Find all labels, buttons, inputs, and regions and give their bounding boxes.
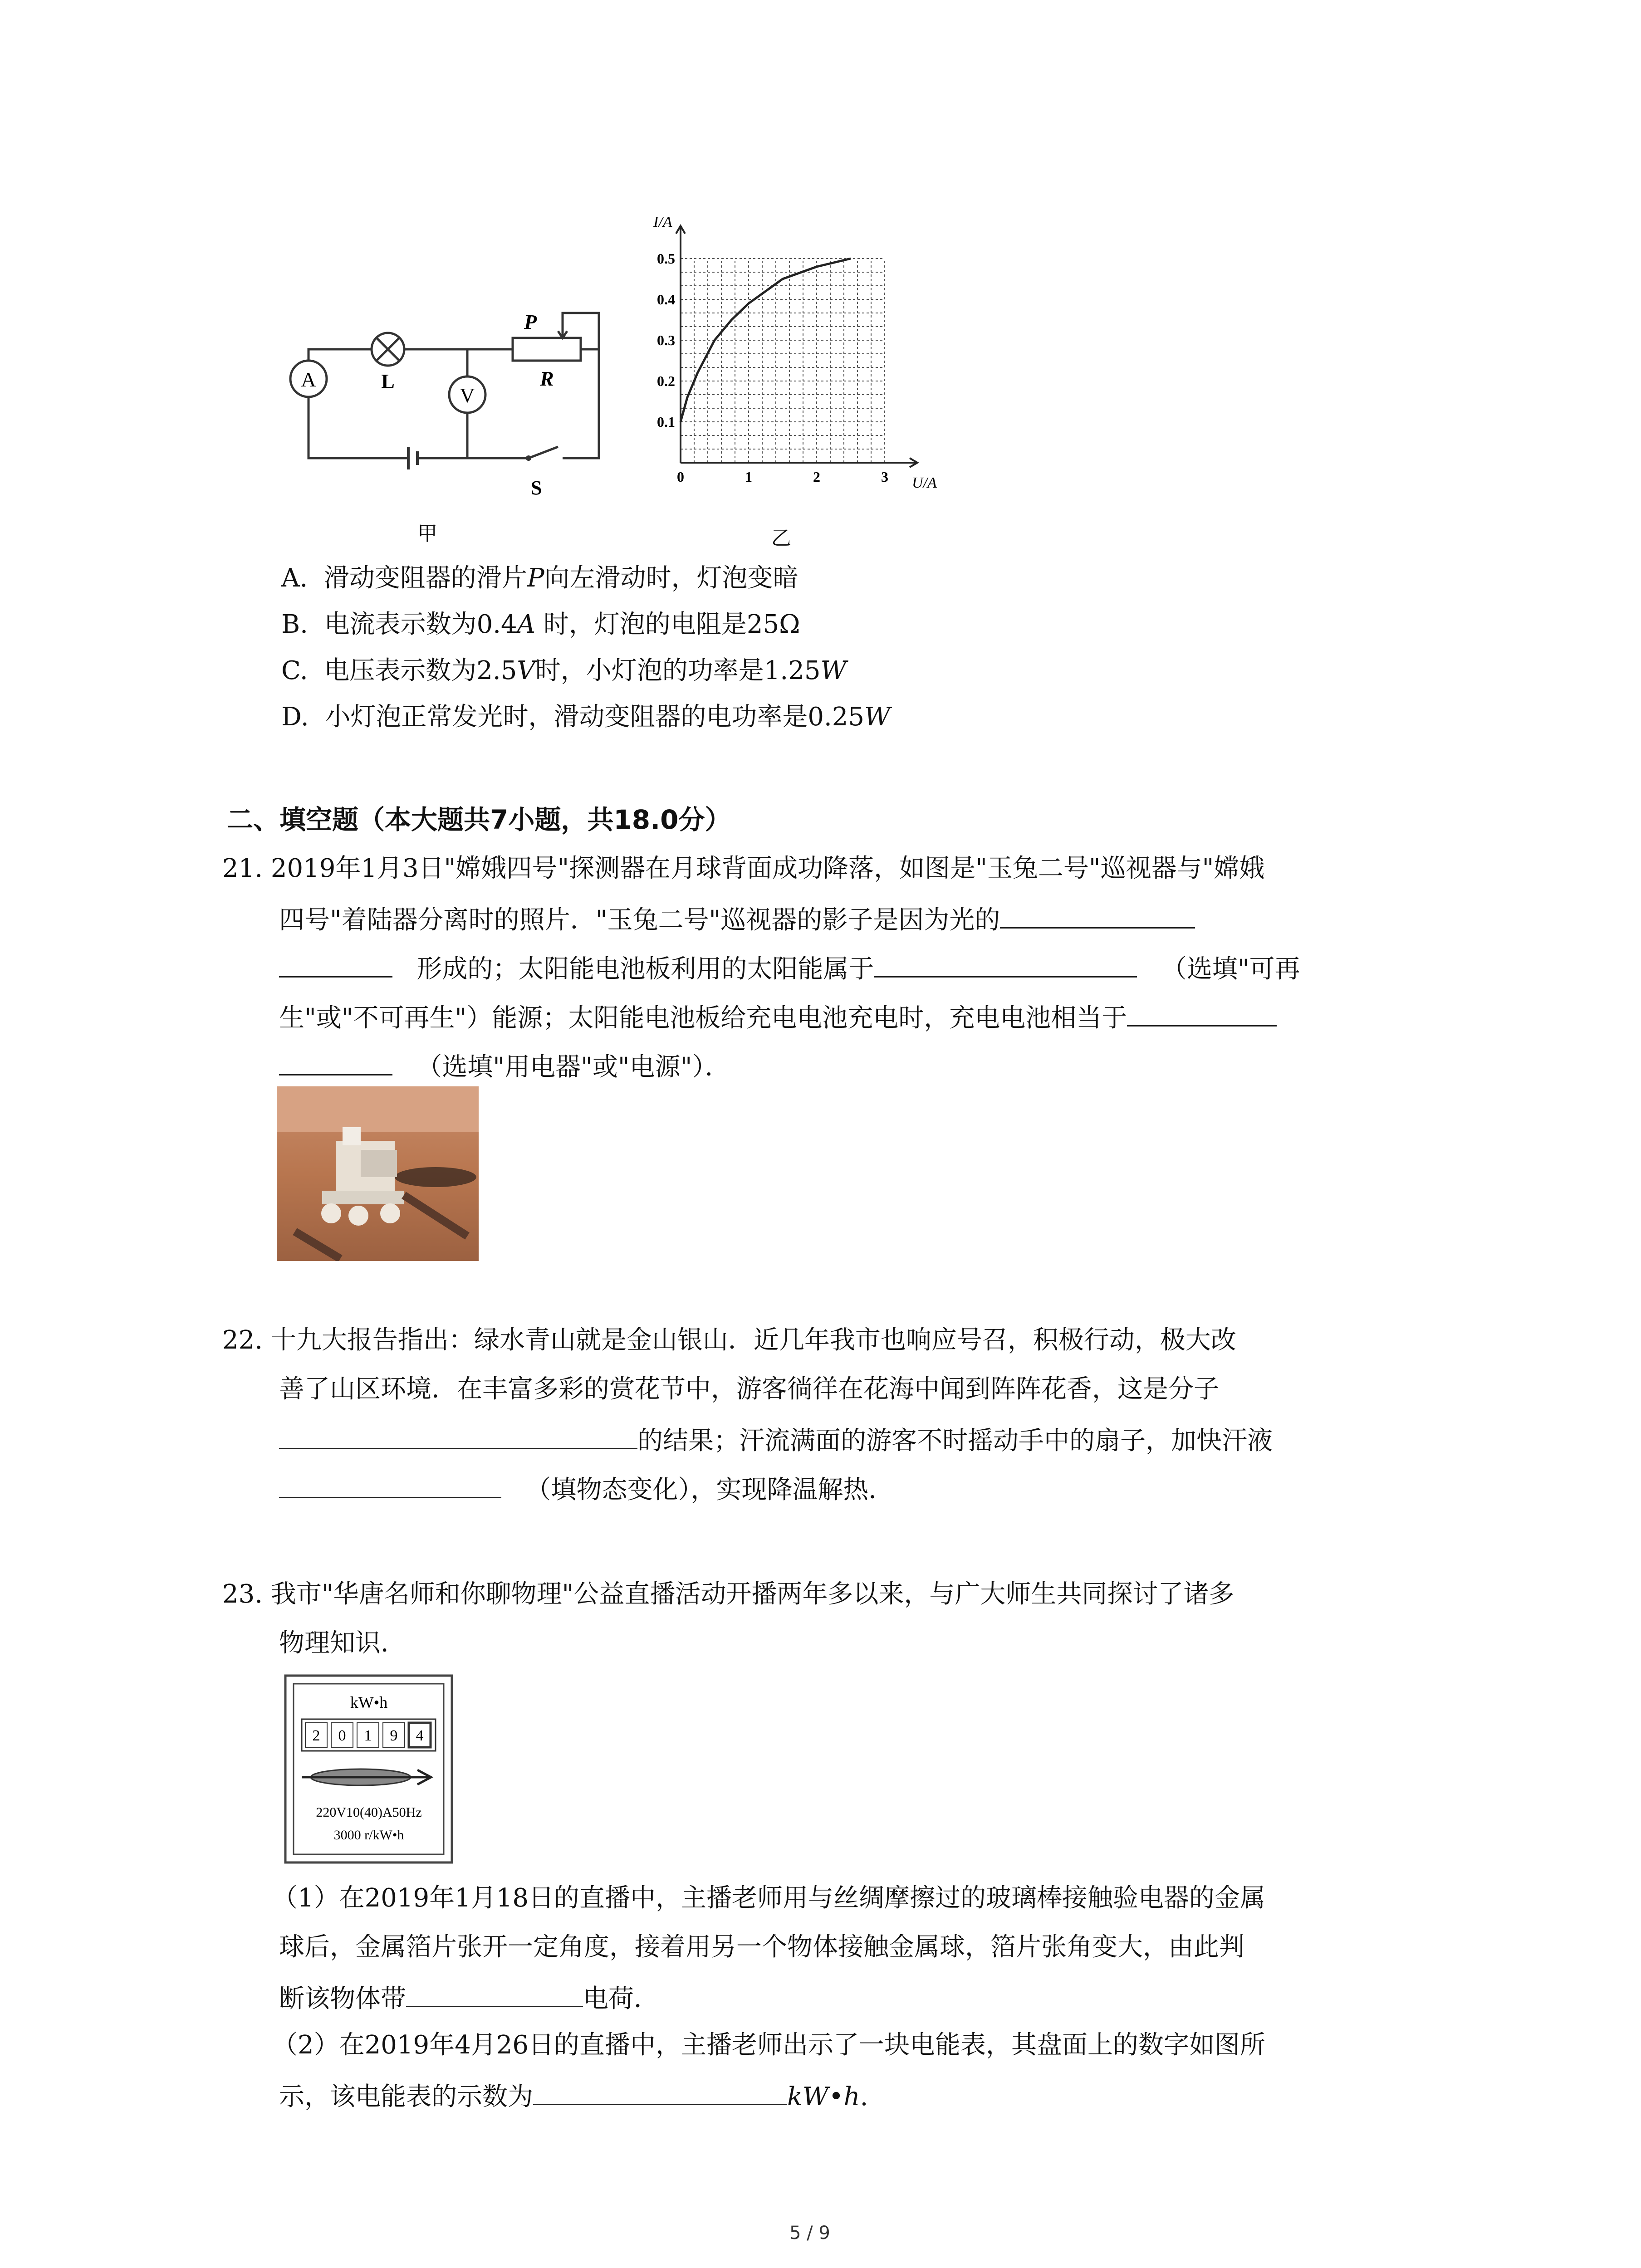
electricity-meter [284, 1674, 454, 1864]
q23-p1-text3b: 电荷． [583, 1984, 659, 2014]
q23-number: 23. [222, 1579, 263, 1609]
option-a-var: P [527, 563, 544, 593]
q23-p1-text2: 球后，金属箔片张开一定角度，接着用另一个物体接触金属球，箔片张角变大，由此判 [279, 1932, 1244, 1962]
q22-blank2[interactable] [279, 1471, 501, 1498]
lamp-label: L [381, 370, 395, 392]
q21-text5: （选填"用电器"或"电源"）． [416, 1052, 730, 1082]
y-tick-label: 0.3 [657, 332, 675, 348]
circuit-diagram [272, 200, 617, 544]
q21-text2: 四号"着陆器分离时的照片．"玉兔二号"巡视器的影子是因为光的 [279, 905, 1000, 935]
q22-text3: 的结果；汗流满面的游客不时摇动手中的扇子，加快汗液 [637, 1426, 1273, 1456]
iu-graph [626, 209, 971, 526]
q21-number: 21. [222, 854, 263, 883]
option-a-text1: 滑动变阻器的滑片 [323, 563, 527, 593]
q23-blank1[interactable] [406, 1980, 583, 2007]
q23-p1-line1 [272, 1882, 1265, 1914]
q21-blank2[interactable] [874, 951, 1137, 978]
q21-text3: 形成的；太阳能电池板利用的太阳能属于 [416, 954, 874, 984]
switch-symbol [529, 447, 558, 458]
q21-line4 [279, 1000, 1277, 1034]
option-d-text1: 小灯泡正常发光时，滑动变阻器的电功率是0.25 [325, 702, 864, 732]
y-tick-label: 0.5 [657, 250, 675, 267]
voltmeter-label: V [460, 384, 475, 407]
q23-p1-text1: （1）在2019年1月18日的直播中，主播老师用与丝绸摩擦过的玻璃棒接触验电器的金属 [272, 1883, 1266, 1913]
q23-p2-end: . [860, 2082, 868, 2112]
meter-digit: 4 [416, 1727, 424, 1744]
q22-text2: 善了山区环境．在丰富多彩的赏花节中，游客徜徉在花海中闻到阵阵花香，这是分子 [279, 1374, 1219, 1404]
q23-p1-line3 [279, 1980, 659, 2015]
option-d[interactable] [281, 701, 891, 733]
y-axis-label: I/A [653, 214, 672, 230]
q23-p2-line1 [272, 2029, 1265, 2061]
q23-text1: 我市"华唐名师和你聊物理"公益直播活动开播两年多以来，与广大师生共同探讨了诸多 [270, 1579, 1234, 1609]
option-a-prefix: A. [281, 563, 308, 593]
battery-symbol [408, 447, 417, 469]
q23-text2: 物理知识． [279, 1628, 406, 1658]
q22-line3 [279, 1422, 1273, 1457]
ammeter-label: A [301, 368, 316, 391]
x-axis [681, 458, 917, 467]
q21-text3b: （选填"可再 [1161, 954, 1300, 984]
q23-p2-text2: 示，该电能表的示数为 [279, 2082, 533, 2112]
q21-blank3b[interactable] [279, 1049, 392, 1075]
q23-p2-text1: （2）在2019年4月26日的直播中，主播老师出示了一块电能表，其盘面上的数字如图所 [272, 2030, 1266, 2060]
option-c-var2: W [820, 656, 847, 685]
option-c-text1: 电压表示数为2.5 [324, 656, 517, 685]
meter-digit: 0 [338, 1727, 346, 1744]
q21-line5 [279, 1049, 730, 1083]
figure-caption-yi: 乙 [771, 527, 791, 550]
section-title: 二、填空题（本大题共7小题，共18.0分） [227, 804, 731, 835]
q22-line2 [279, 1374, 1219, 1405]
y-axis [676, 226, 685, 463]
q23-p1-line2 [279, 1931, 1244, 1963]
y-tick-label: 0.1 [657, 414, 675, 430]
option-d-prefix: D. [281, 702, 309, 732]
x-tick-label: 2 [813, 469, 820, 485]
q22-text4: （填物态变化），实现降温解热． [525, 1475, 894, 1505]
q23-line1 [222, 1579, 1234, 1610]
q21-line1 [222, 853, 1264, 885]
meter-digit: 9 [390, 1727, 398, 1744]
option-b-text1: 电流表示数为0.4 [324, 610, 517, 639]
iu-curve [681, 259, 851, 422]
meter-unit: kW•h [350, 1693, 388, 1711]
slider-label: P [524, 310, 537, 333]
meter-spec1: 220V10(40)A50Hz [316, 1805, 422, 1820]
q22-text1: 十九大报告指出：绿水青山就是金山银山．近几年我市也响应号召，积极行动，极大改 [270, 1325, 1236, 1355]
option-c-prefix: C. [281, 656, 308, 685]
rover-photo [277, 1086, 479, 1261]
option-b-prefix: B. [281, 610, 308, 639]
q22-number: 22. [222, 1325, 263, 1355]
q21-text4: 生"或"不可再生"）能源；太阳能电池板给充电电池充电时，充电电池相当于 [279, 1003, 1127, 1033]
option-a[interactable] [281, 562, 798, 594]
q23-blank2[interactable] [533, 2078, 787, 2105]
x-tick-label: 1 [745, 469, 752, 485]
q22-line1 [222, 1325, 1236, 1356]
rheostat-symbol [513, 338, 581, 361]
q23-p2-unit: kW•h [787, 2082, 860, 2112]
x-axis-label: U/A [912, 474, 937, 491]
meter-spec2: 3000 r/kW•h [333, 1828, 404, 1843]
option-d-var: W [864, 702, 891, 732]
q21-blank3a[interactable] [1127, 1000, 1277, 1026]
x-tick-label: 3 [881, 469, 888, 485]
option-c-text2: 时，小灯泡的功率是1.25 [535, 656, 821, 685]
graph-grid [681, 259, 885, 463]
y-tick-label: 0.2 [657, 373, 675, 389]
figure-caption-jia: 甲 [417, 522, 437, 545]
y-tick-label: 0.4 [657, 291, 675, 308]
q23-p1-text3a: 断该物体带 [279, 1984, 406, 2014]
meter-digits [302, 1719, 436, 1751]
q21-text1: 2019年1月3日"嫦娥四号"探测器在月球背面成功降落，如图是"玉兔二号"巡视器与"嫦娥 [270, 854, 1265, 883]
switch-label: S [531, 477, 542, 499]
q22-blank1[interactable] [279, 1422, 637, 1449]
meter-digit: 1 [364, 1727, 372, 1744]
page-number: 5 / 9 [789, 2223, 830, 2244]
iu-graph-svg [626, 209, 971, 526]
option-c[interactable] [281, 655, 847, 687]
option-b[interactable] [281, 609, 800, 640]
meter-digit: 2 [312, 1727, 320, 1744]
rheostat-label: R [540, 367, 554, 390]
q21-blank1b[interactable] [279, 951, 392, 978]
option-c-var: V [517, 656, 535, 685]
q23-p2-line2 [279, 2078, 868, 2113]
option-b-var: A [517, 610, 536, 639]
circuit-svg [272, 200, 617, 544]
option-a-text2: 向左滑动时，灯泡变暗 [544, 563, 798, 593]
q22-line4 [279, 1471, 894, 1506]
q21-line3 [279, 951, 1300, 985]
q23-line2 [279, 1628, 406, 1659]
option-b-text2: 时，灯泡的电阻是25Ω [535, 610, 800, 639]
q21-line2 [279, 902, 1195, 936]
x-tick-label: 0 [677, 469, 684, 485]
q21-blank1a[interactable] [1000, 902, 1195, 929]
